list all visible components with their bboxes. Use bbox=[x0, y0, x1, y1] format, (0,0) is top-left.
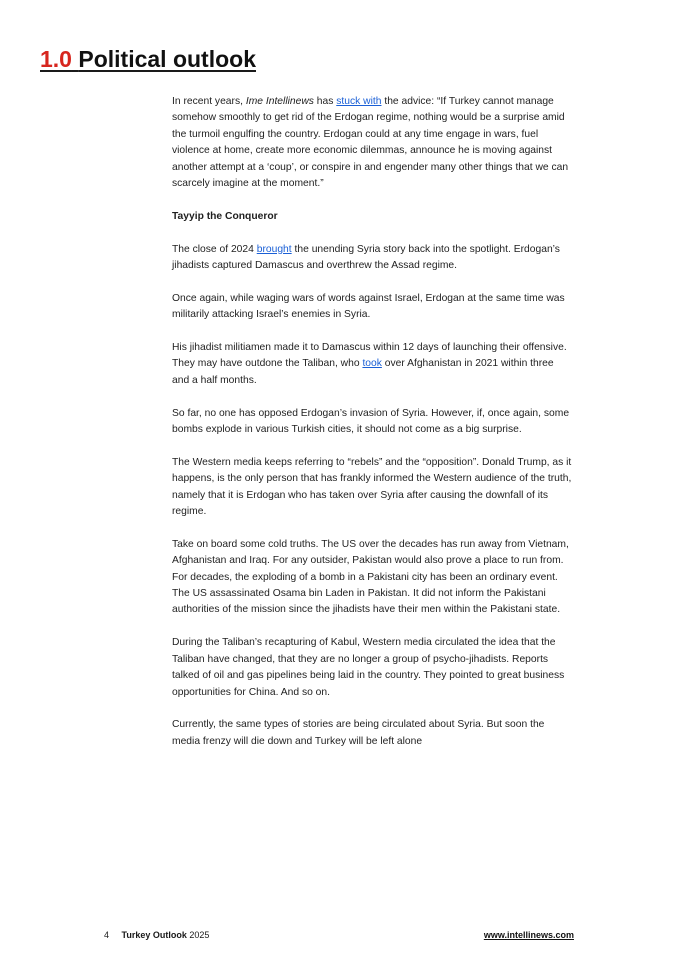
paragraph-9: Currently, the same types of stories are being circulated about Syria. But soon the media frenzy will die down and Turkey will be left alone bbox=[172, 719, 545, 747]
publication-year: 2025 bbox=[189, 930, 210, 940]
paragraph-5: So far, no one has opposed Erdogan’s invasion of Syria. However, if, once again, some bombs explode in various Turkish cities, it should not come as a big surprise. bbox=[172, 407, 570, 436]
footer-left bbox=[104, 929, 209, 941]
publication-name: Turkey Outlook bbox=[121, 930, 187, 940]
paragraph-1: In recent years, Ime Intellinews has stuck with the advice: “If Turkey cannot manage somehow smoothly to get rid of the Erdogan regime, nothing would be a surprise amid the turmoil engulfing the country. Erdogan could at any time engage in wars, fuel violence at home, create more economic dilemmas, announce he is moving against another attempt at a ‘coup’, or conspire in and engender many other things that we can scarcely imagine at the moment.” bbox=[172, 96, 569, 190]
page-footer bbox=[104, 929, 574, 941]
paragraph-6: The Western media keeps referring to “rebels” and the “opposition”. Donald Trump, as it happens, is the only person that has frankly informed the Western audience of the truth, namely that it is Erdogan who has taken over Syria after causing the downfall of its regime. bbox=[172, 456, 572, 518]
paragraph-3: Once again, while waging wars of words against Israel, Erdogan at the same time was militarily attacking Israel’s enemies in Syria. bbox=[172, 292, 565, 321]
took-link[interactable]: took bbox=[362, 358, 382, 370]
paragraph-7: Take on board some cold truths. The US over the decades has run away from Vietnam, Afghanistan and Iraq. For any outsider, Pakistan would also prove a place to run from. For decades, the exploding of a bomb in a Pakistani city has been an ordinary event. The US assassinated Osama bin Laden in Pakistan. It did not inform the Pakistani authorities of the mission since the jihadists have their men within the Pakistani state. bbox=[172, 538, 569, 616]
paragraph-2: The close of 2024 brought the unending Syria story back into the spotlight. Erdogan’s jihadists captured Damascus and overthrew the Assad regime. bbox=[172, 243, 560, 272]
source-name: Ime Intellinews bbox=[245, 96, 314, 107]
page-number: 4 bbox=[104, 930, 110, 940]
section-number: 1.0 bbox=[40, 46, 72, 72]
section-title: Political outlook bbox=[78, 46, 256, 72]
section-heading bbox=[40, 44, 256, 74]
subheading-tayyip-the-conqueror: Tayyip the Conqueror bbox=[172, 210, 278, 222]
website-link[interactable]: www.intellinews.com bbox=[483, 930, 574, 940]
article-body bbox=[172, 94, 572, 767]
paragraph-4: His jihadist militiamen made it to Damascus within 12 days of launching their offensive. They may have outdone the Taliban, who took over Afghanistan in 2021 within three and a half months. bbox=[172, 342, 567, 386]
paragraph-8: During the Taliban’s recapturing of Kabul, Western media circulated the idea that the Taliban have changed, that they are no longer a group of psycho-jihadists. Reports talked of oil and gas pipelines being laid in the country. They pointed to great business opportunities for China. And so on. bbox=[172, 637, 565, 698]
stuck-with-link[interactable]: stuck with bbox=[336, 96, 382, 107]
brought-link[interactable]: brought bbox=[256, 243, 292, 255]
